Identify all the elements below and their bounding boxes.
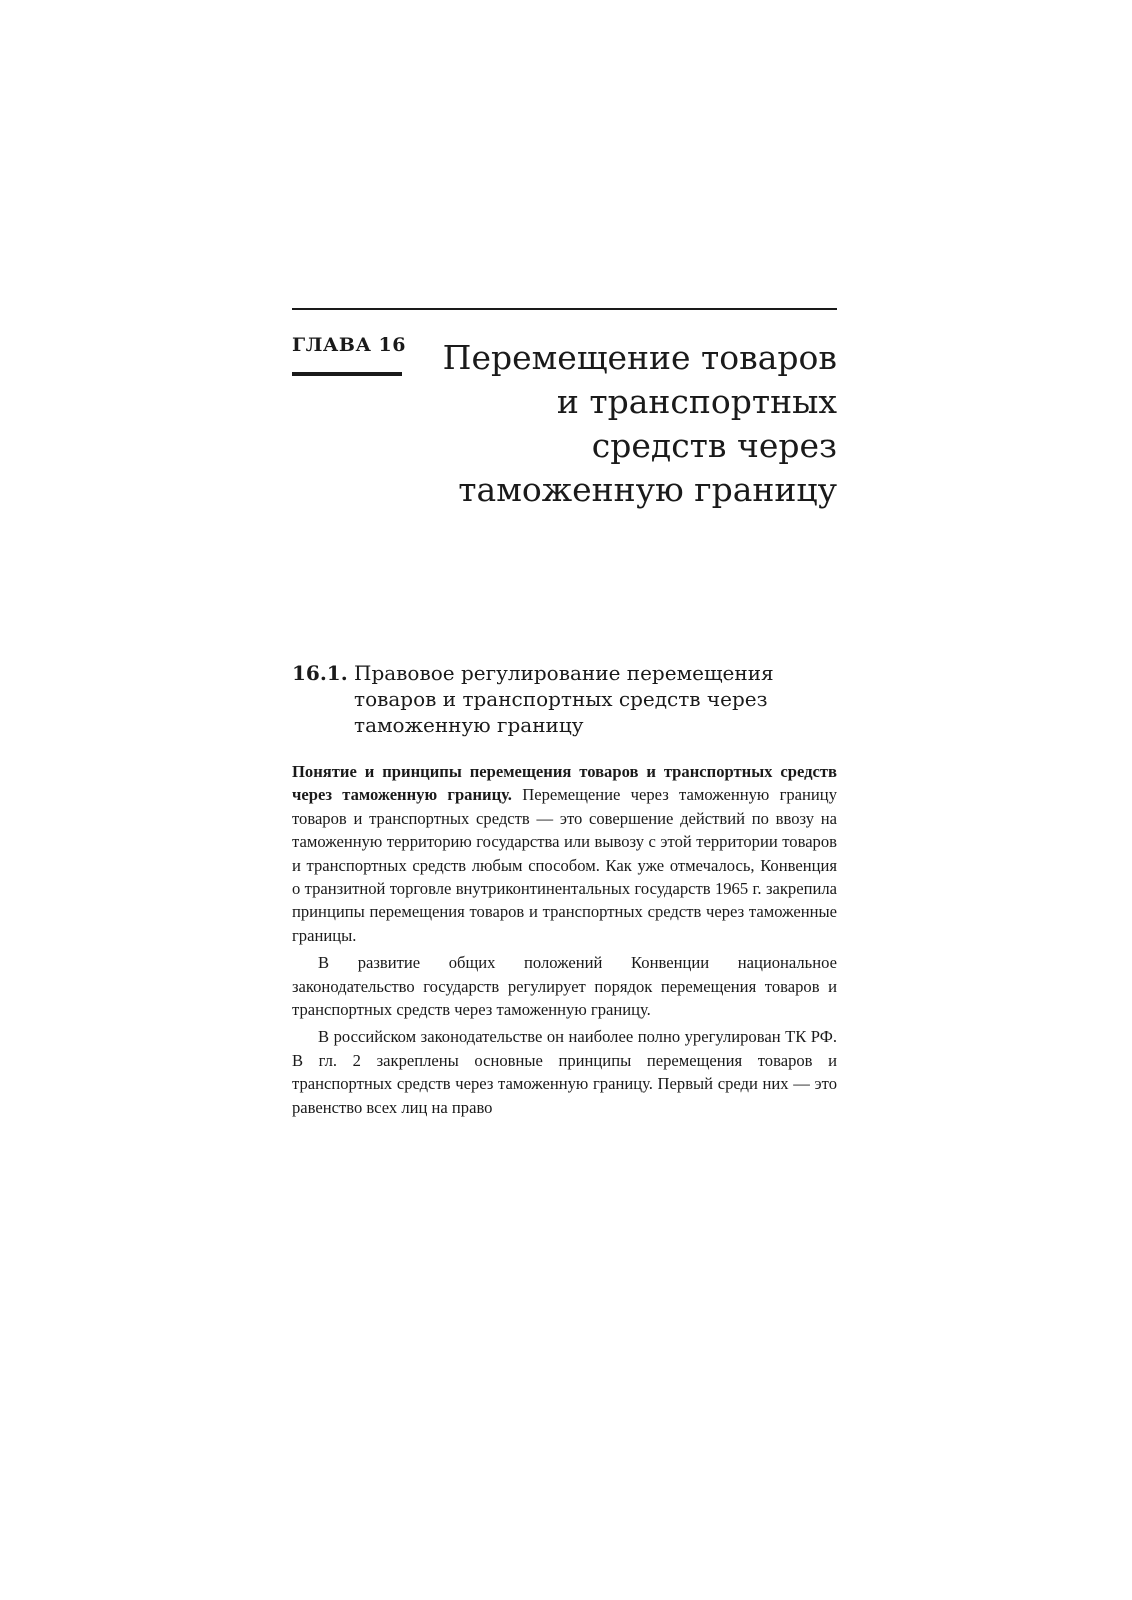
body-paragraph: В развитие общих положений Конвенции национальное законодательство государств регулирует порядок перемещения товаров и транспортных средств через таможенную границу.: [292, 953, 837, 1020]
body-paragraph: В российском законодательстве он наиболее полно урегулирован ТК РФ. В гл. 2 закреплены основные принципы перемещения товаров и транспортных средств через таможенную границу. Первый среди них — это равенство всех лиц на право: [292, 1027, 837, 1117]
section-number: 16.1.: [292, 661, 348, 685]
chapter-title-line: средств через: [591, 426, 837, 465]
paragraph-lead-heading: Понятие и принципы перемещения товаров и транспортных средств через таможенную границу.: [292, 762, 837, 805]
chapter-title: [417, 336, 837, 512]
chapter-label-underline: [292, 372, 402, 376]
body-text: [292, 760, 837, 1123]
chapter-label: ГЛАВА 16: [292, 334, 406, 356]
chapter-title-line: Перемещение товаров: [442, 338, 837, 377]
chapter-top-rule: [292, 308, 837, 310]
section-title: Правовое регулирование перемещения товаров и транспортных средств через таможенную границу: [354, 661, 774, 737]
body-paragraph: [292, 760, 837, 947]
chapter-title-line: и транспортных: [556, 382, 837, 421]
chapter-title-line: таможенную границу: [458, 470, 837, 509]
paragraph-text: Перемещение через таможенную границу товаров и транспортных средств — это совершение действий по ввозу на таможенную территорию государства или вывозу с этой территории товаров и транспортных средств любым способом. Как уже отмечалось, Конвенция о транзитной торговле внутриконтинентальных государств 1965 г. закрепила принципы перемещения товаров и транспортных средств через таможенные границы.: [292, 785, 837, 945]
section-heading: [292, 660, 837, 738]
